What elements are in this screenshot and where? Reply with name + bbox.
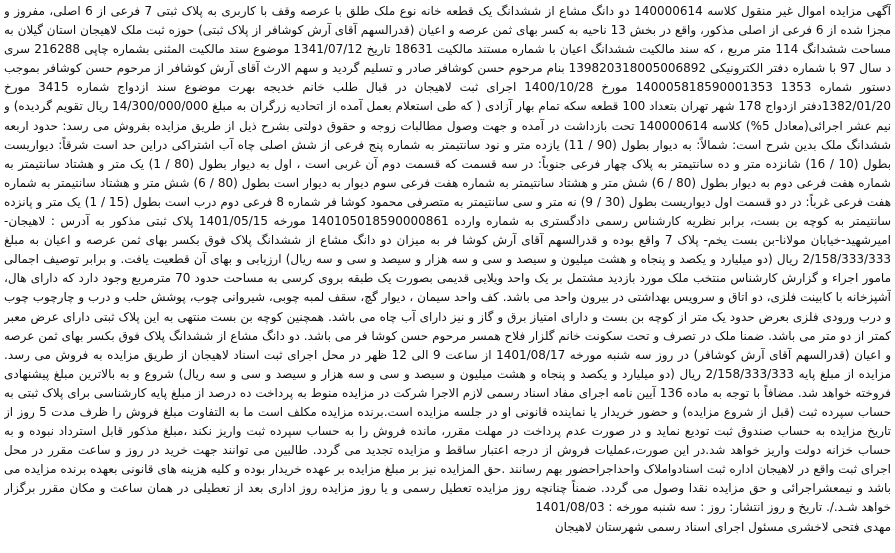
notice-signature: مهدی فتحی لاخشری مسئول اجرای اسناد رسمی شهرستان لاهیجان xyxy=(554,519,891,534)
auction-notice xyxy=(4,2,891,549)
notice-body-text: آگهی مزایده اموال غیر منقول کلاسه 140000614 دو دانگ مشاع از ششدانگ یک قطعه خانه نوع ملک طلق با عرصه وقف با کاربری به پلاک ثبتی 7 فرعی از 6 اصلی، مفروز و مجزا شده از 6 فرعی از اصلی مذکور، واقع در بخش 13 ناحیه به کسر بهای ثمن عرصه و اعیان (قدرالسهم آقای آرش کوشافر از پلاک ثبتی) حوزه ثبت ملک لاهیجان استان گیلان به مساحت ششدانگ 114 متر مربع ، که سند مالکیت ششدانگ اعیان با شماره مستند مالکیت 18631 تاریخ 1341/07/12 موضوع سند مالکیت المثنی بشماره چاپی 216288 سری د سال 97 با شماره دفتر الکترونیکی 139820318005006892 بنام مرحوم حسن کوشافر صادر و تسلیم گردید و سهم الارث آقای آرش کوشافر از مرحوم حسن کوشافر بموجب دستور شماره 1353 140005818590001353 مورخ 1400/10/28 اجرای ثبت لاهیجان در قبال طلب خانم خدیجه بهرت موضوع سند ازدواج شماره 3415 مورخ 1382/01/20دفتر ازدواج 178 شهر تهران بتعداد 100 قطعه سکه تمام بهار آزادی ( که طی استعلام بعمل آمده از اتحادیه زرگران به مبلغ 14/300/000/000 ریال تقویم گردیده) و نیم عشر اجرائی(معادل 5%) کلاسه 140000614 تحت بازداشت در آمده و جهت وصول مطالبات زوجه و حقوق دولتی بشرح ذیل از طریق مزایده بفروش می رسد: حدود اربعه ششدانگ ملک بدین شرح است: شمالاً: به دیوار بطول (90 / 11) یازده متر و نود سانتیمتر به شماره پنج فرعی از شش اصلی چاه آب اشتراکی دراین حد است شرقاً: دیواریست بطول (10 / 16) شانزده متر و ده سانتیمتر به پلاک چهار فرعی جنوباً: در سه قسمت که قسمت دوم آن غربی است ، اول به دیوار بطول (80 / 1) یک متر و هشتاد سانتیمتر به شماره هفت فرعی دوم به دیوار بطول (80 / 6) شش متر و هشتاد سانتیمتر به شماره هفت فرعی سوم دیوار به دیوار است بطول (80 / 6) شش متر و هشتاد سانتیمتر به شماره هفت فرعی غرباً: در دو قسمت اول دیواریست بطول (30 / 9) نه متر و سی سانتیمتر به متصرفی محمود کوشا فر شماره 8 فرعی دوم درب است بطول (15 / 1) یک متر و پانزده سانتیمتر به کوچه بن بست، برابر نظریه کارشناس رسمی دادگستری به شماره وارده 140105018590000861 مورخه 1401/05/15 پلاک ثبتی مذکور به آدرس : لاهیجان-امیرشهید-خیابان مولانا-بن بست یخم- پلاک 7 واقع بوده و قدرالسهم آقای آرش کوشا فر به میزان دو دانگ مشاع از ششدانگ پلاک فوق بکسر بهای ثمن عرصه و اعیان به مبلغ 2/158/333/333 ریال (دو میلیارد و یکصد و پنجاه و هشت میلیون و سیصد و سی و سه هزار و سیصد و سی و سه ریال) ارزیابی و بهای آن قطعیت یافت. و برابر توصیف اجمالی مامور اجراء و گزارش کارشناس منتخب ملک مورد بازدید مشتمل بر یک واحد ویلایی قدیمی بصورت یک طبقه بروی کرسی به مساحت حدود 70 مترمربع وجود دارد که دارای هال، آشپزخانه با کابینت فلزی، دو اتاق و سرویس بهداشتی در بیرون واحد می باشد. کف واحد سیمان ، دیوار گچ، سقف لمبه چوبی، شیروانی چوب، پوشش حلب و درب و چارچوب چوب و درب ورودی فلزی بعرض حدود یک متر از کوچه بن بست و دارای امتیاز برق و گاز و نیز دارای آب چاه می باشد. همچنین کوچه بن بست منتهی به این پلاک ثبتی دارای عرض معبر کمتر از دو متر می باشد. ضمنا ملک در تصرف و تحت سکونت خانم گلزار فلاح همسر مرحوم حسن کوشا فر می باشد. دو دانگ مشاع از ششدانگ پلاک فوق بکسر بهای ثمن عرصه و اعیان (قدرالسهم آقای آرش کوشافر) در روز سه شنبه مورخه 1401/08/17 از ساعت 9 الی 12 ظهر در محل اجرای ثبت اسناد لاهیجان از طریق مزایده به فروش می رسد. مزایده از مبلغ پایه 2/158/333/333 ریال (دو میلیارد و یکصد و پنجاه و هشت میلیون و سیصد و سی و سه هزار و سیصد و سی و سه ریال) شروع و به بالاترین مبلغ پیشنهادی فروخته خواهد شد. مضافاً با توجه به ماده 136 آیین نامه اجرای مفاد اسناد رسمی لازم الاجرا شرکت در مزایده منوط به پرداخت ده درصد از مبلغ پایه کارشناسی برای پلاک ثبتی به حساب سپرده ثبت (قبل از شروع مزایده) و حضور خریدار یا نماینده قانونی او در جلسه مزایده است.برنده مزایده مکلف است ما به التفاوت مبلغ فروش را ظرف مدت 5 روز از تاریخ مزایده به حساب صندوق ثبت تودیع نماید و در صورت عدم پرداخت در مهلت مقرر، مانده فروش را به حساب سپرده ثبت واریز نکند ،مبلغ مذکور قابل استرداد نبوده و به حساب خزانه دولت واریز خواهد شد.در این صورت،عملیات فروش از درجه اعتبار ساقط و مزایده تجدید می گردد. طالبین می توانند جهت خرید در روز و ساعت مقرر در محل اجرای ثبت واقع در لاهیجان اداره ثبت اسنادواملاک واحداجراحضور بهم رسانند .حق المزایده نیز بر مبلغ مزایده بر عهده خریدار بوده و کلیه هزینه های قانونی بعهده برنده مزایده می باشد و نیمعشراجرائی و حق مزایده نقدا وصول می گردد. ضمناً چنانچه روز مزایده تعطیل رسمی و یا روز مزایده روز اداری بعد از تعطیلی در همان ساعت و مکان مقرر برگزار خواهد شـد./. تاریخ و روز انتشار: روز : سه شنبه مورخه : 1401/08/03 xyxy=(4,4,891,515)
